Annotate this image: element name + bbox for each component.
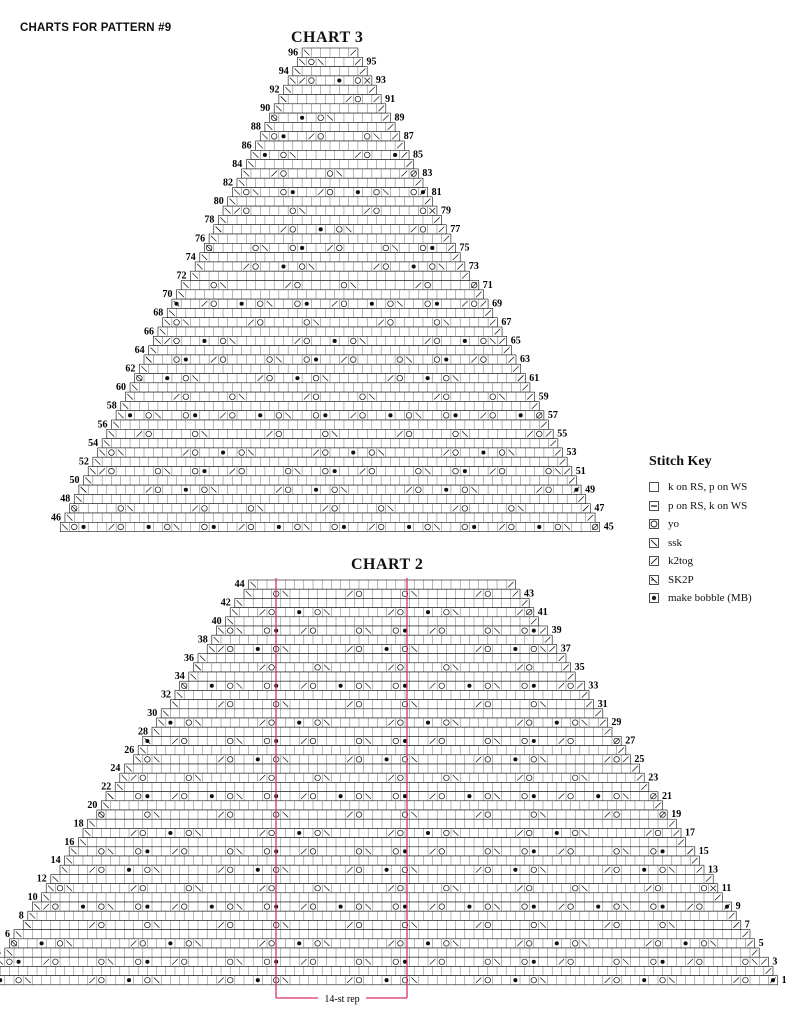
row-number-left: 22 xyxy=(101,781,112,793)
stitch-symbol xyxy=(319,227,323,231)
stitch-symbol xyxy=(165,376,169,380)
row-number-right: 9 xyxy=(735,901,741,913)
stitch-symbol xyxy=(184,488,188,492)
stitch-symbol xyxy=(256,868,260,872)
row-number-left: 18 xyxy=(73,818,84,830)
row-number-right: 89 xyxy=(394,112,405,124)
stitch-symbol xyxy=(385,868,389,872)
chart-row xyxy=(101,801,662,810)
row-number-right: 57 xyxy=(547,410,558,421)
chart-row xyxy=(130,383,530,392)
stitch-key-label: make bobble (MB) xyxy=(668,592,752,605)
stitch-symbol xyxy=(82,525,86,529)
row-number-left: 8 xyxy=(18,910,24,922)
chart-row xyxy=(175,690,589,699)
stitch-key-item xyxy=(649,497,794,516)
stitch-symbol xyxy=(467,794,471,798)
row-number-right: 41 xyxy=(537,606,548,618)
stitch-symbol xyxy=(145,794,149,798)
row-number-left: 78 xyxy=(204,214,215,226)
stitch-symbol xyxy=(642,868,646,872)
stitch-symbol xyxy=(596,794,600,798)
stitch-symbol xyxy=(444,358,448,362)
row-number-left: 54 xyxy=(88,437,99,449)
chart-row xyxy=(157,718,608,727)
stitch-symbol xyxy=(145,905,149,909)
row-number-left: 84 xyxy=(232,158,243,170)
stitch-symbol xyxy=(258,413,262,417)
chart-row xyxy=(149,346,512,355)
row-number-left: 66 xyxy=(143,326,154,338)
stitch-symbol xyxy=(393,153,397,157)
stitch-symbol xyxy=(351,451,355,455)
stitch-symbol xyxy=(532,849,536,853)
stitch-symbol xyxy=(240,302,244,306)
row-number-left: 68 xyxy=(153,307,164,319)
stitch-symbol xyxy=(40,941,44,945)
stitch-symbol xyxy=(281,265,285,269)
row-number-left: 58 xyxy=(106,400,117,412)
chart-row xyxy=(74,494,586,503)
row-number-left: 36 xyxy=(184,652,194,664)
stitch-symbol xyxy=(513,978,517,982)
stitch-symbol xyxy=(281,134,285,138)
row-number-right: 59 xyxy=(538,391,549,403)
stitch-symbol xyxy=(168,721,172,725)
stitch-symbol xyxy=(127,978,131,982)
row-number-left: 60 xyxy=(116,382,127,394)
chart-row xyxy=(279,95,381,104)
row-number-left: 48 xyxy=(60,493,71,505)
stitch-symbol xyxy=(426,941,430,945)
row-number-right: 43 xyxy=(524,588,534,600)
row-number-right: 35 xyxy=(574,662,585,673)
row-number-right: 81 xyxy=(431,186,442,198)
chart-row xyxy=(65,856,700,865)
stitch-symbol xyxy=(147,525,151,529)
stitch-symbol xyxy=(412,265,416,269)
stitch-symbol xyxy=(444,488,448,492)
row-number-right: 15 xyxy=(698,846,709,857)
stitch-symbol xyxy=(263,153,267,157)
stitch-symbol xyxy=(532,684,536,688)
stitch-symbol xyxy=(426,831,430,835)
stitch-symbol xyxy=(388,413,392,417)
row-number-right: 19 xyxy=(671,809,682,821)
row-number-right: 49 xyxy=(585,484,596,496)
row-number-right: 27 xyxy=(625,735,636,747)
row-number-right: 83 xyxy=(422,168,433,180)
stitch-key-item xyxy=(649,571,794,590)
row-number-right: 65 xyxy=(510,335,521,347)
stitch-symbol xyxy=(256,647,260,651)
row-number-right: 67 xyxy=(501,317,512,328)
row-number-left: 86 xyxy=(241,140,252,152)
stitch-symbol xyxy=(297,831,301,835)
row-number-right: 93 xyxy=(375,75,386,87)
row-number-right: 63 xyxy=(520,354,530,366)
stitch-symbol xyxy=(323,413,327,417)
row-number-left: 90 xyxy=(260,103,271,115)
stitch-symbol xyxy=(454,413,458,417)
chart-row xyxy=(249,580,516,589)
chart-row xyxy=(139,364,520,373)
chart-row xyxy=(93,457,567,466)
row-number-left: 26 xyxy=(124,744,135,756)
row-number-right: 13 xyxy=(708,864,718,876)
stitch-symbol xyxy=(532,960,536,964)
row-number-right: 87 xyxy=(403,131,414,142)
row-number-left: 46 xyxy=(50,512,61,524)
chart-row xyxy=(193,663,570,672)
row-number-left: 40 xyxy=(211,616,222,627)
row-number-right: 85 xyxy=(413,149,424,161)
stitch-symbol xyxy=(168,941,172,945)
stitch-symbol xyxy=(193,413,197,417)
stitch-symbol xyxy=(426,721,430,725)
chart-row xyxy=(251,150,409,159)
stitch-symbol xyxy=(333,339,337,343)
row-number-right: 25 xyxy=(634,754,645,765)
stitch-symbol xyxy=(127,868,131,872)
stitch-key-item xyxy=(649,478,794,497)
chart-3-title: CHART 3 xyxy=(291,29,364,46)
stitch-symbol xyxy=(212,525,216,529)
row-number-left xyxy=(0,947,1,958)
stitch-symbol xyxy=(467,905,471,909)
row-number-left: 30 xyxy=(147,708,158,719)
stitch-symbol xyxy=(463,339,467,343)
row-number-right: 91 xyxy=(385,93,396,105)
stitch-key-label: SK2P xyxy=(668,573,694,586)
chart-row xyxy=(102,439,558,448)
chart-row xyxy=(9,939,754,948)
stitch-symbol xyxy=(256,757,260,761)
row-number-left: 44 xyxy=(234,579,245,591)
row-number-left: 20 xyxy=(87,800,98,811)
row-number-left: 70 xyxy=(162,289,173,301)
chart-row xyxy=(0,976,778,985)
stitch-symbol xyxy=(145,960,149,964)
chart-row xyxy=(288,76,372,85)
row-number-right: 79 xyxy=(440,205,451,217)
row-number-left: 96 xyxy=(288,47,299,59)
stitch-symbol xyxy=(168,831,172,835)
row-number-right: 39 xyxy=(551,625,562,637)
row-number-right: 95 xyxy=(366,56,377,68)
row-number-left: 82 xyxy=(223,177,233,189)
stitch-symbol xyxy=(184,358,188,362)
row-number-left: 72 xyxy=(176,270,187,282)
row-number-left: 56 xyxy=(97,419,108,431)
stitch-symbol xyxy=(297,941,301,945)
row-number-right: 29 xyxy=(611,717,622,729)
row-number-left: 62 xyxy=(125,363,136,375)
row-number-right: 53 xyxy=(566,447,577,459)
chart-row xyxy=(65,513,595,522)
row-number-left: 14 xyxy=(50,855,61,867)
stitch-symbol xyxy=(297,721,301,725)
chart-row xyxy=(195,262,465,271)
row-number-right: 71 xyxy=(482,279,493,291)
stitch-key-item xyxy=(649,552,794,571)
row-number-left: 80 xyxy=(213,196,224,208)
row-number-left: 64 xyxy=(134,344,145,356)
row-number-left: 38 xyxy=(197,634,208,646)
stitch-key-label: p on RS, k on WS xyxy=(668,499,748,512)
stitch-symbol xyxy=(532,905,536,909)
row-number-left: 76 xyxy=(195,233,206,245)
stitch-symbol xyxy=(145,849,149,853)
stitch-symbol xyxy=(513,757,517,761)
stitch-symbol xyxy=(463,469,467,473)
row-number-right: 7 xyxy=(744,919,750,931)
ssk-icon xyxy=(649,538,659,548)
row-number-right: 69 xyxy=(492,298,503,310)
stitch-symbol xyxy=(300,116,304,120)
row-number-left: 16 xyxy=(64,836,75,848)
chart-row xyxy=(158,327,502,336)
row-number-right: 23 xyxy=(648,772,659,784)
chart-row xyxy=(212,635,552,644)
stitch-symbol xyxy=(300,246,304,250)
row-number-right: 5 xyxy=(758,938,764,949)
stitch-symbol xyxy=(596,905,600,909)
stitch-symbol xyxy=(342,525,346,529)
stitch-symbol xyxy=(356,190,360,194)
stitch-key xyxy=(649,454,794,608)
row-number-left: 24 xyxy=(110,763,121,775)
chart-row xyxy=(121,401,540,410)
circle-yo-icon xyxy=(649,519,659,529)
row-number-left: 74 xyxy=(185,251,196,263)
stitch-symbol xyxy=(385,978,389,982)
row-number-right: 55 xyxy=(557,428,568,440)
stitch-symbol xyxy=(661,960,665,964)
chart-2-grid xyxy=(0,580,778,985)
row-number-right: 1 xyxy=(781,974,787,986)
stitch-symbol xyxy=(555,831,559,835)
row-number-right: 17 xyxy=(685,827,695,839)
chart-row xyxy=(297,57,362,66)
row-number-right: 33 xyxy=(588,680,599,692)
row-number-left: 10 xyxy=(27,892,38,903)
stitch-symbol xyxy=(128,413,132,417)
chart-row xyxy=(177,290,484,299)
chart-row xyxy=(111,420,548,429)
row-number-right: 73 xyxy=(468,261,479,273)
stitch-symbol xyxy=(435,302,439,306)
stitch-key-item xyxy=(649,534,794,553)
chart-3-grid xyxy=(60,48,599,532)
stitch-symbol xyxy=(537,525,541,529)
chart-row xyxy=(138,746,626,755)
stitch-key-label: k2tog xyxy=(668,555,694,568)
row-number-left: 6 xyxy=(5,928,10,940)
stitch-symbol xyxy=(337,79,341,83)
stitch-symbol xyxy=(210,794,214,798)
row-number-right: 3 xyxy=(772,956,778,968)
stitch-symbol xyxy=(17,960,21,964)
stitch-symbol xyxy=(519,413,523,417)
chart-row xyxy=(242,169,419,178)
chart-row xyxy=(83,828,681,837)
stitch-symbol xyxy=(314,358,318,362)
stitch-key-label: ssk xyxy=(668,536,683,549)
row-number-left: 94 xyxy=(278,65,289,77)
chart-row xyxy=(28,911,736,920)
row-number-right: 47 xyxy=(594,503,605,514)
row-number-right: 37 xyxy=(560,643,571,655)
stitch-symbol xyxy=(481,451,485,455)
chart-row xyxy=(232,188,427,197)
row-number-left: 42 xyxy=(220,597,231,609)
stitch-symbol xyxy=(407,525,411,529)
stitch-symbol xyxy=(256,978,260,982)
stitch-symbol xyxy=(339,905,343,909)
row-number-right: 11 xyxy=(721,882,732,894)
stitch-symbol xyxy=(210,905,214,909)
chart-row xyxy=(167,308,493,317)
row-number-right: 75 xyxy=(459,242,470,254)
stitch-symbol xyxy=(532,794,536,798)
stitch-symbol xyxy=(202,339,206,343)
stitch-symbol xyxy=(430,246,434,250)
sk2p-icon xyxy=(649,575,659,585)
chart-row xyxy=(46,884,718,893)
stitch-symbol xyxy=(555,941,559,945)
stitch-symbol xyxy=(221,451,225,455)
row-number-left: 28 xyxy=(138,726,148,738)
stitch-symbol xyxy=(305,302,309,306)
k2tog-icon xyxy=(649,556,659,566)
stitch-symbol xyxy=(370,302,374,306)
stitch-symbol xyxy=(513,868,517,872)
stitch-key-item xyxy=(649,589,794,608)
page-header: CHARTS FOR PATTERN #9 xyxy=(20,22,172,34)
row-number-right: 51 xyxy=(575,465,586,477)
row-number-left: 52 xyxy=(78,456,89,468)
stitch-symbol xyxy=(291,190,295,194)
stitch-symbol xyxy=(333,469,337,473)
stitch-key-label: yo xyxy=(668,518,679,531)
stitch-symbol xyxy=(339,794,343,798)
stitch-symbol xyxy=(314,488,318,492)
stitch-symbol xyxy=(532,739,536,743)
stitch-symbol xyxy=(426,610,430,614)
stitch-symbol xyxy=(385,757,389,761)
chart-2-title: CHART 2 xyxy=(351,556,424,573)
chart-row xyxy=(260,132,400,141)
stitch-key-title: Stitch Key xyxy=(649,454,712,469)
bobble-icon xyxy=(649,593,659,603)
stitch-key-label: k on RS, p on WS xyxy=(668,481,748,494)
row-number-left: 12 xyxy=(36,873,47,885)
stitch-symbol xyxy=(642,978,646,982)
stitch-key-item xyxy=(649,515,794,534)
repeat-label: 14-st rep xyxy=(324,994,360,1005)
chart-row xyxy=(84,476,577,485)
row-number-right: 31 xyxy=(597,698,608,710)
row-number-right: 21 xyxy=(662,790,672,802)
stitch-symbol xyxy=(555,721,559,725)
empty-square-icon xyxy=(649,482,659,492)
row-number-right: 45 xyxy=(603,521,614,533)
row-number-right: 77 xyxy=(450,224,461,235)
stitch-symbol xyxy=(339,684,343,688)
stitch-symbol xyxy=(426,376,430,380)
stitch-symbol xyxy=(297,610,301,614)
dash-square-icon xyxy=(649,501,659,511)
stitch-symbol xyxy=(472,525,476,529)
row-number-left: 50 xyxy=(69,475,80,487)
chart-row xyxy=(223,206,437,215)
stitch-symbol xyxy=(684,941,688,945)
row-number-right: 61 xyxy=(529,372,540,384)
stitch-symbol xyxy=(467,684,471,688)
stitch-symbol xyxy=(295,376,299,380)
row-number-left: 88 xyxy=(250,121,261,133)
row-number-left: 92 xyxy=(269,84,280,96)
stitch-symbol xyxy=(277,525,281,529)
stitch-symbol xyxy=(661,849,665,853)
stitch-symbol xyxy=(385,647,389,651)
row-number-left: 32 xyxy=(161,689,171,701)
stitch-symbol xyxy=(202,469,206,473)
stitch-symbol xyxy=(513,647,517,651)
row-number-left: 34 xyxy=(174,671,185,683)
stitch-symbol xyxy=(661,905,665,909)
stitch-symbol xyxy=(532,629,536,633)
chart-row xyxy=(214,225,447,234)
stitch-symbol xyxy=(210,684,214,688)
stitch-symbol xyxy=(81,905,85,909)
